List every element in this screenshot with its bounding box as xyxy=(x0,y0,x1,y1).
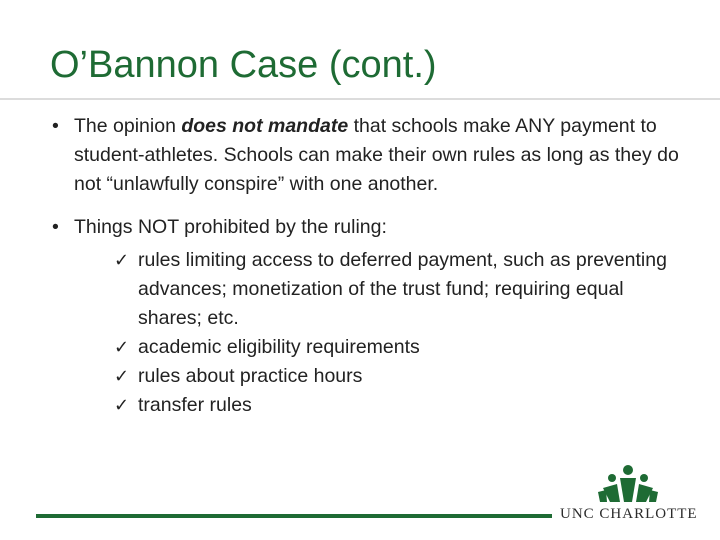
checklist xyxy=(74,246,690,420)
bullet-marker: • xyxy=(52,115,59,137)
footer-rule xyxy=(36,514,552,518)
bullet-text: Things NOT prohibited by the ruling: xyxy=(74,216,387,238)
checklist-item-text: transfer rules xyxy=(138,394,252,416)
checklist-item-text: rules about practice hours xyxy=(138,365,363,387)
bullet-item xyxy=(50,112,690,199)
checkmark-icon: ✓ xyxy=(114,366,130,387)
checklist-item-text: academic eligibility requirements xyxy=(138,336,420,358)
bullet-text-after: that schools make ANY payment to student-athletes. Schools can make their own rules as long as they do not “unlawfully conspire” with one another. xyxy=(74,115,679,195)
bullet-item xyxy=(50,213,690,420)
checkmark-icon: ✓ xyxy=(114,250,130,271)
checklist-item xyxy=(114,391,690,420)
logo-text: UNC CHARLOTTE xyxy=(560,506,698,522)
checklist-item xyxy=(114,333,690,362)
checkmark-icon: ✓ xyxy=(114,337,130,358)
bullet-marker: • xyxy=(52,216,59,238)
bullet-text-before: The opinion xyxy=(74,115,182,137)
crown-icon xyxy=(560,462,696,506)
title-divider xyxy=(0,98,720,100)
checklist-item xyxy=(114,362,690,391)
checkmark-icon: ✓ xyxy=(114,395,130,416)
unc-charlotte-logo xyxy=(560,462,696,526)
slide-content xyxy=(50,112,690,434)
bullet-emphasis: does not mandate xyxy=(181,115,349,137)
checklist-item-text: rules limiting access to deferred payment, such as preventing advances; monetization of the trust fund; requiring equal shares; etc. xyxy=(138,249,667,329)
checklist-item xyxy=(114,246,690,333)
slide-title: O’Bannon Case (cont.) xyxy=(50,44,437,86)
